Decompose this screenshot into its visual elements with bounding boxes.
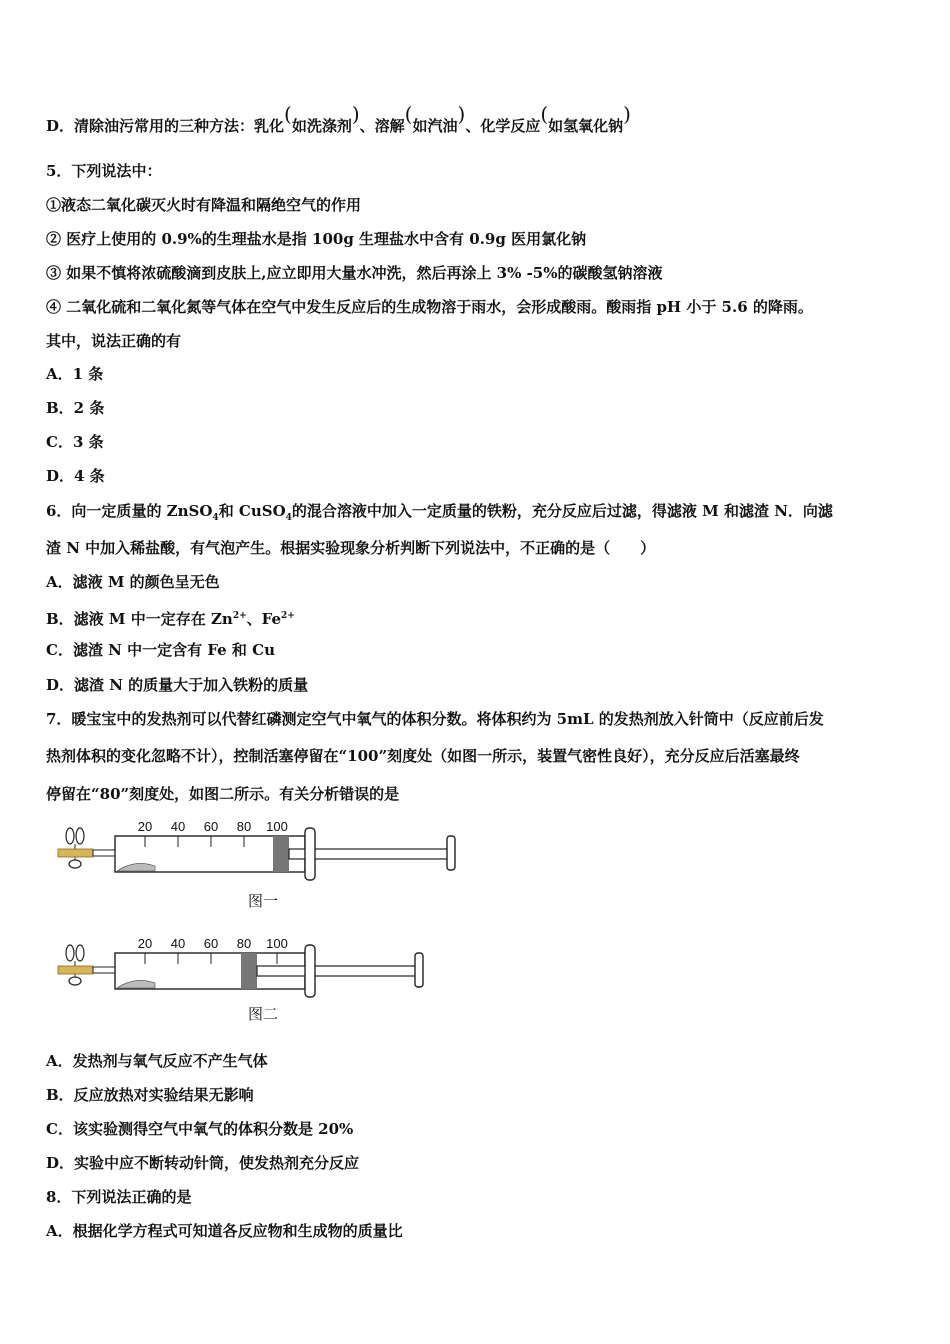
q7-option-c: C．该实验测得空气中氧气的体积分数是 20%: [46, 1120, 354, 1138]
q6-option-a: A．滤液 M 的颜色呈无色: [46, 573, 220, 591]
scale-label: 40: [170, 819, 186, 834]
syringe-nozzle: [93, 850, 115, 856]
paren-close: ): [457, 102, 466, 126]
syringe-figure-1: [55, 816, 475, 886]
q6-stem-part: 的混合溶液中加入一定质量的铁粉，充分反应后过滤，得滤液 M 和滤渣 N．向滤: [291, 502, 833, 520]
scale-label: 20: [137, 936, 153, 951]
q5-option-d: D．4 条: [46, 467, 105, 485]
q5-statement-1: ①液态二氧化碳灭火时有降温和隔绝空气的作用: [46, 196, 362, 214]
paren-close: ): [623, 102, 631, 126]
q6-stem-line-2: 渣 N 中加入稀盐酸，有气泡产生。根据实验现象分析判断下列说法中，不正确的是（ ）: [46, 539, 656, 557]
rubber-tube: [58, 849, 93, 857]
scale-label: 80: [236, 936, 252, 951]
q5-statement-2: ② 医疗上使用的 0.9%的生理盐水是指 100g 生理盐水中含有 0.9g 医用氯化钠: [46, 230, 587, 248]
q6-stem-part: 6．向一定质量的 ZnSO: [46, 502, 213, 520]
scale-label: 100: [266, 936, 288, 951]
q6-option-d: D．滤渣 N 的质量大于加入铁粉的质量: [46, 676, 309, 694]
q5-option-a: A．1 条: [46, 365, 104, 383]
scale-label: 100: [266, 819, 288, 834]
q5-stem: 5．下列说法中：: [46, 162, 162, 180]
figure-2-caption: 图二: [248, 1005, 279, 1023]
q5-statement-3: ③ 如果不慎将浓硫酸滴到皮肤上,应立即用大量水冲洗，然后再涂上 3% -5%的碳酸氢钠溶液: [46, 264, 663, 282]
q6-stem-part: 和 CuSO: [218, 502, 286, 520]
syringe-nozzle: [93, 967, 115, 973]
syringe-flange: [305, 945, 315, 997]
q6-option-b: [46, 606, 295, 629]
scale-label: 20: [137, 819, 153, 834]
superscript: 2+: [281, 611, 295, 621]
clip-icon: [69, 860, 81, 868]
option-d-prefix: D．清除油污常用的三种方法：乳化: [46, 117, 285, 135]
figure-1-caption: 图一: [248, 892, 279, 910]
clip-icon: [76, 828, 84, 844]
syringe-figure-2: [55, 933, 475, 1003]
q7-stem-line-1: 7．暖宝宝中的发热剂可以代替红磷测定空气中氧气的体积分数。将体积约为 5mL 的发热剂放入针筒中（反应前后发: [46, 710, 824, 728]
rubber-tube: [58, 966, 93, 974]
piston: [241, 953, 257, 989]
scale-label: 60: [203, 819, 219, 834]
q7-stem-line-3: 停留在“80”刻度处，如图二所示。有关分析错误的是: [46, 785, 400, 803]
q7-stem-line-2: 热剂体积的变化忽略不计），控制活塞停留在“100”刻度处（如图一所示，装置气密性良好），充分反应后活塞最终: [46, 747, 800, 765]
q6-option-b-text: 、Fe: [246, 610, 281, 628]
clip-icon: [69, 977, 81, 985]
plunger-thumb-rest: [415, 953, 423, 987]
q6-option-b-text: B．滤液 M 中一定存在 Zn: [46, 610, 233, 628]
option-d-cleaning: [46, 102, 631, 136]
plunger-rod: [257, 966, 417, 976]
option-d-reaction: 、化学反应: [465, 117, 541, 135]
subscript: 4: [212, 513, 219, 523]
q6-stem-line-1: [46, 501, 833, 528]
syringe-flange: [305, 828, 315, 880]
q5-statement-4: ④ 二氧化硫和二氧化氮等气体在空气中发生反应后的生成物溶于雨水，会形成酸雨。酸雨指 pH 小于 5.6 的降雨。: [46, 298, 813, 316]
paren-open: (: [284, 102, 292, 126]
q7-option-d: D．实验中应不断转动针筒，使发热剂充分反应: [46, 1154, 360, 1172]
scale-label: 40: [170, 936, 186, 951]
example-detergent: 如洗涤剂: [291, 117, 352, 135]
clip-icon: [66, 945, 74, 961]
example-gasoline: 如汽油: [412, 117, 458, 135]
scale-label: 80: [236, 819, 252, 834]
paren-open: (: [540, 102, 549, 126]
q6-option-c: C．滤渣 N 中一定含有 Fe 和 Cu: [46, 641, 275, 659]
example-naoh: 如氢氧化钠: [548, 117, 624, 135]
clip-icon: [76, 945, 84, 961]
q5-option-b: B．2 条: [46, 399, 105, 417]
q8-stem: 8．下列说法正确的是: [46, 1188, 192, 1206]
superscript: 2+: [232, 611, 247, 621]
plunger-thumb-rest: [447, 836, 455, 870]
syringe-diagram-2: [55, 933, 475, 1003]
option-d-dissolve: 、溶解: [359, 117, 405, 135]
syringe-diagram-1: [55, 816, 475, 886]
scale-label: 60: [203, 936, 219, 951]
q8-option-a: A．根据化学方程式可知道各反应物和生成物的质量比: [46, 1222, 403, 1240]
clip-icon: [66, 828, 74, 844]
q5-ask: 其中，说法正确的有: [46, 332, 182, 350]
q5-option-c: C．3 条: [46, 433, 104, 451]
piston: [273, 836, 289, 872]
paren-close: ): [351, 102, 360, 126]
q7-option-b: B．反应放热对实验结果无影响: [46, 1086, 254, 1104]
q7-option-a: A．发热剂与氧气反应不产生气体: [46, 1052, 268, 1070]
paren-open: (: [404, 102, 413, 126]
subscript: 4: [285, 513, 292, 523]
